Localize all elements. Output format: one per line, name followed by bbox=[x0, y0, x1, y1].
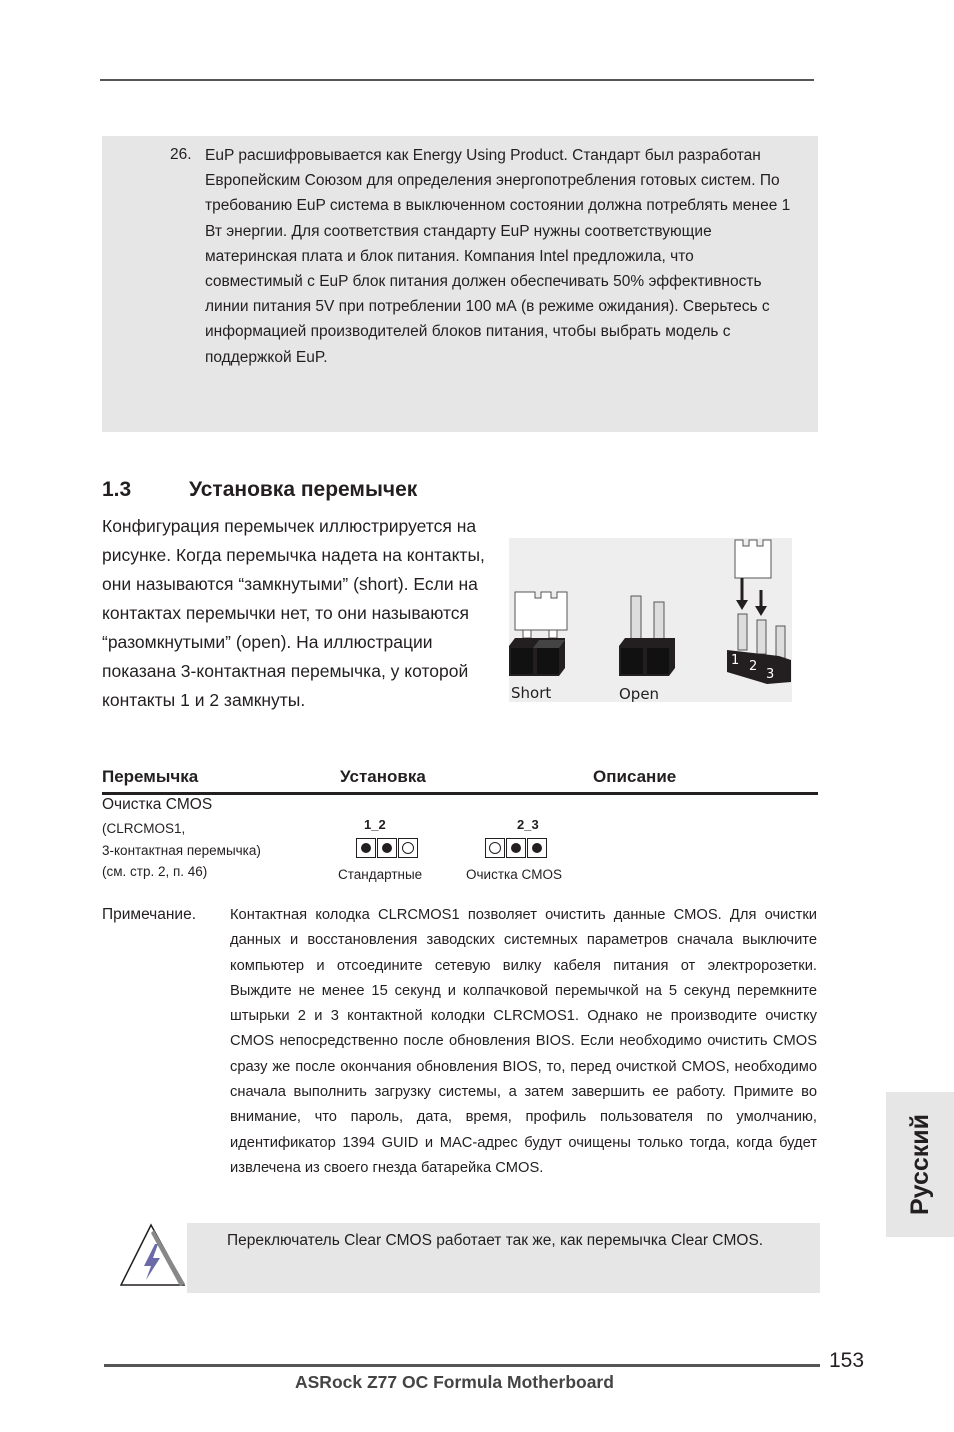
top-rule bbox=[100, 79, 814, 81]
pin-3-label: 3 bbox=[766, 667, 775, 682]
setting-1-caption: Стандартные bbox=[338, 867, 423, 882]
footer-brand: ASRock Z77 OC Formula Motherboard bbox=[295, 1372, 614, 1392]
row-sub-2: 3-контактная перемычка) bbox=[102, 843, 261, 858]
row-sub-1: (CLRCMOS1, bbox=[102, 821, 186, 836]
section-intro: Конфигурация перемычек иллюстрируется на рисунке. Когда перемычка надета на контакты, они называются “замкнутыми” (short). Если на контактах перемычки нет, то они называются “разомкнутыми” (open). На иллюстрации показана 3-контактная перемычка, у которой контакты 1 и 2 замкнуты. bbox=[102, 516, 485, 710]
warning-text: Переключатель Clear CMOS работает так же, как перемычка Clear CMOS. bbox=[227, 1232, 764, 1249]
note-label: Примечание. bbox=[102, 906, 197, 923]
setting-2-caption: Очистка CMOS bbox=[466, 867, 562, 882]
language-tab-label: Русский bbox=[905, 1113, 934, 1216]
section-number: 1.3 bbox=[102, 478, 132, 501]
page-number: 153 bbox=[829, 1349, 865, 1372]
note-body: Контактная колодка CLRCMOS1 позволяет очистить данные CMOS. Для очистки данных и восстановления заводских системных параметров сначала выключите компьютер и отсоедините сетевую вилку кабеля питания от электророзетки. Выждите не менее 15 секунд и колпачковой перемычкой на 5 секунд перемкните штырьки 2 и 3 контактной колодки CLRCMOS1. Однако не производите очистку CMOS непосредственно после обновления BIOS. Если необходимо очистить CMOS сразу же после окончания обновления BIOS, то, перед очисткой CMOS, необходимо сначала выполнить загрузку системы, а затем завершить ее работу. Примите во внимание, что пароль, дата, время, профиль пользователя по умолчанию, идентификатор 1394 GUID и MAC-адрес будут очищены только тогда, когда будет извлечена из своего гнезда батарейка CMOS. bbox=[230, 907, 817, 1176]
open-label: Open bbox=[619, 685, 660, 702]
row-sub-3: (см. стр. 2, п. 46) bbox=[102, 864, 208, 879]
jumper-illustration bbox=[509, 538, 792, 702]
setting-1-label: 1_2 bbox=[364, 817, 386, 832]
footnote-text: EuP расшифровывается как Energy Using Product. Стандарт был разработан Европейским Союзом для определения энергопотребления готовых систем. По требованию EuP система в выключенном состоянии должна потреблять менее 1 Вт энергии. Для соответствия стандарту EuP нужны соответствующие материнская плата и блок питания. Компания Intel предложила, что совместимый с EuP блок питания должен обеспечивать 50% эффективность линии питания 5V при потреблении 100 мА (в режиме ожидания). Сверьтесь с информацией производителей блоков питания, чтобы выбрать модель с поддержкой EuP. bbox=[205, 147, 791, 366]
table-rule bbox=[102, 792, 818, 795]
header-1-2-diagram bbox=[356, 838, 419, 858]
footnote-number: 26. bbox=[170, 146, 192, 163]
row-title: Очистка CMOS bbox=[102, 796, 213, 813]
pin-2-label: 2 bbox=[749, 659, 758, 674]
footer-rule bbox=[104, 1364, 820, 1367]
pin-1-label: 1 bbox=[731, 653, 740, 668]
header-2-3-diagram bbox=[485, 838, 548, 858]
table-header-jumper: Перемычка bbox=[102, 767, 199, 786]
language-tab-label-wrap bbox=[886, 1092, 954, 1237]
section-title: Установка перемычек bbox=[189, 478, 418, 501]
short-label: Short bbox=[511, 684, 552, 702]
table-header-setting: Установка bbox=[340, 767, 426, 786]
table-header-description: Описание bbox=[593, 767, 677, 786]
setting-2-label: 2_3 bbox=[517, 817, 539, 832]
warning-lightning-icon bbox=[118, 1222, 188, 1288]
